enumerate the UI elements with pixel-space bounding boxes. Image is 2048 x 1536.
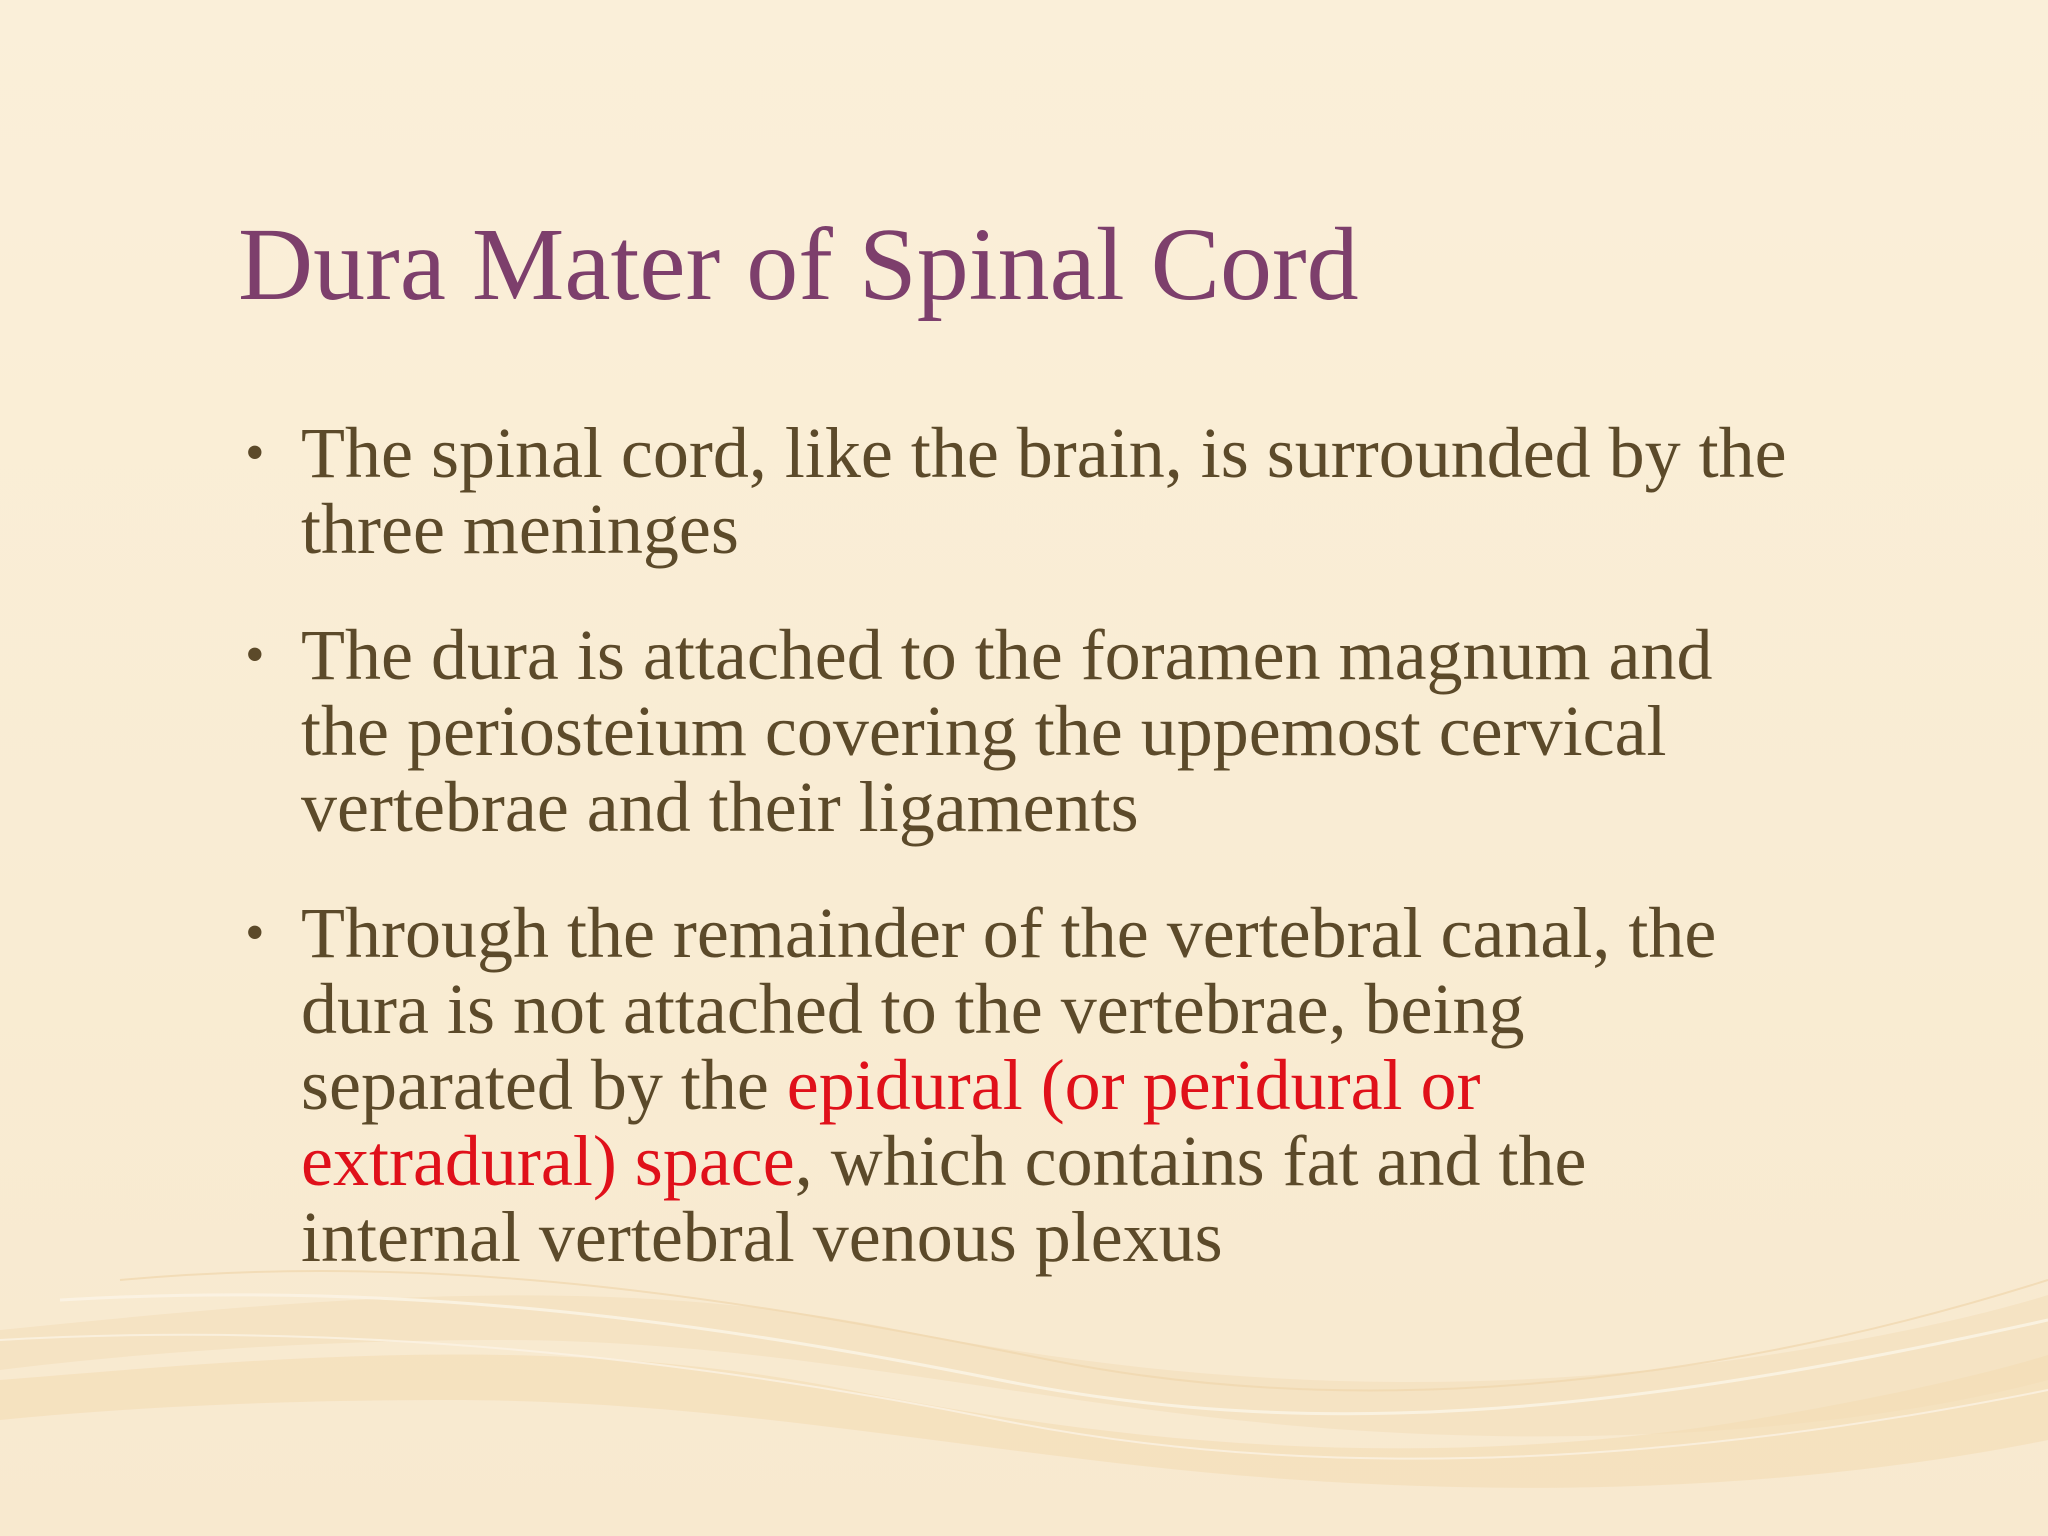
bullet-text-part: , which contains fat and the internal vertebral venous plexus [301, 1121, 1587, 1277]
bullet-item [245, 617, 1805, 845]
highlighted-term: epidural (or peridural or extradural) space [301, 1045, 1481, 1201]
bullet-text [301, 893, 1716, 1277]
bullet-marker: • [245, 902, 265, 964]
slide-title: Dura Mater of Spinal Cord [238, 207, 1359, 322]
bullet-text: The dura is attached to the foramen magnum and the periosteium covering the uppemost cervical vertebrae and their ligaments [301, 615, 1713, 847]
bullet-item [245, 895, 1805, 1275]
bullet-item [245, 415, 1805, 567]
bullet-list [245, 415, 1805, 1325]
bullet-text-part: Through the remainder of the vertebral canal, the dura is not attached to the vertebrae, being separated by the [301, 893, 1717, 1125]
bullet-marker: • [245, 422, 265, 484]
bullet-marker: • [245, 624, 265, 686]
bullet-text: The spinal cord, like the brain, is surrounded by the three meninges [301, 413, 1787, 569]
